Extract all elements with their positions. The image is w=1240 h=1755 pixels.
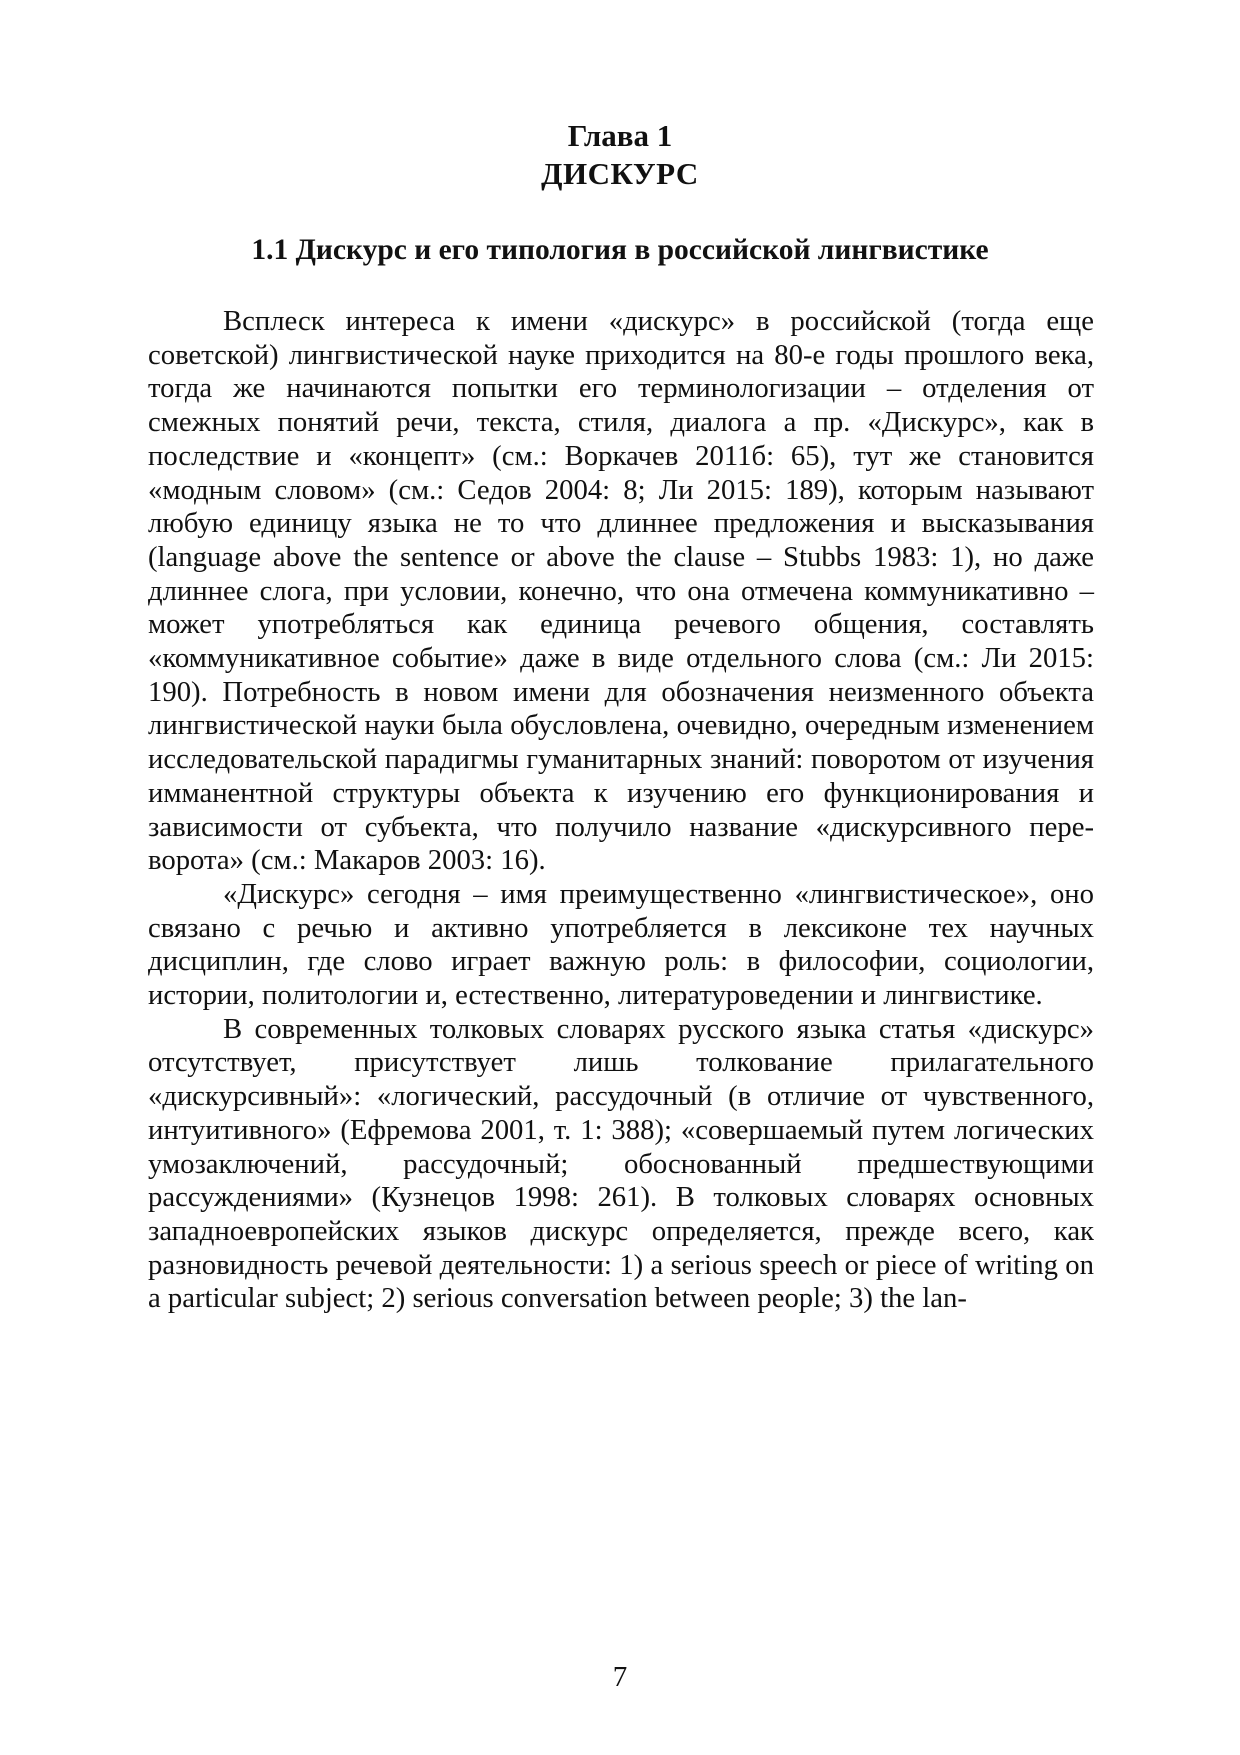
paragraph: Всплеск интереса к имени «дискурс» в российской (тогда еще советской) лингвистической науке приходится на 80-е годы прошлого века, тогда же начинаются попытки его терминологизации – отделения от смежных понятий речи, текста, стиля, диалога а пр. «Дискурс», как в последствие и «концепт» (см.: Воркачев 2011б: 65), тут же становится «модным словом» (см.: Седов 2004: 8; Ли 2015: 189), которым называют любую единицу языка не то что длиннее предложения и высказывания (language above the sentence or above the clause – Stubbs 1983: 1), но даже длиннее слога, при условии, конечно, что она отмечена коммуникативно – может употребляться как единица речевого общения, составлять «коммуникативное событие» даже в виде отдельного слова (см.: Ли 2015: 190). Потребность в новом имени для обозначения неизменного объекта лингвистической науки была обусловлена, очевидно, очередным изменением исследовательской парадигмы гуманитарных знаний: поворотом от изучения имманентной структуры объекта к изучению его функционирования и зависимости от субъекта, что получило название «дискурсивного переворота» (см.: Макаров 2003: 16). [148,305,1094,877]
paragraph: «Дискурс» сегодня – имя преимущественно «лингвистическое», оно связано с речью и активно употребляется в лексиконе тех научных дисциплин, где слово играет важную роль: в философии, социологии, истории, политологии и, естественно, литературоведении и лингвистике. [148,877,1094,1012]
section-title: 1.1 Дискурс и его типология в российской лингвистике [251,234,989,266]
page-number: 7 [612,1661,628,1693]
body-text [148,305,1094,1316]
paragraph: В современных толковых словарях русского языка статья «дискурс» отсутствует, присутствует лишь толкование прилагательного «дискурсивный»: «логический, рассудочный (в отличие от чувственного, интуитивного» (Ефремова 2001, т. 1: 388); «совершаемый путем логических умозаключений, рассудочный; обоснованный предшествующими рассуждениями» (Кузнецов 1998: 261). В толковых словарях основных западноевропейских языков дискурс определяется, прежде всего, как разновидность речевой деятельности: 1) a serious speech or piece of writing on a particular subject; 2) serious conversation between people; 3) the lan- [148,1012,1094,1315]
chapter-title: ДИСКУРС [541,156,699,191]
chapter-number: Глава 1 [567,118,673,153]
